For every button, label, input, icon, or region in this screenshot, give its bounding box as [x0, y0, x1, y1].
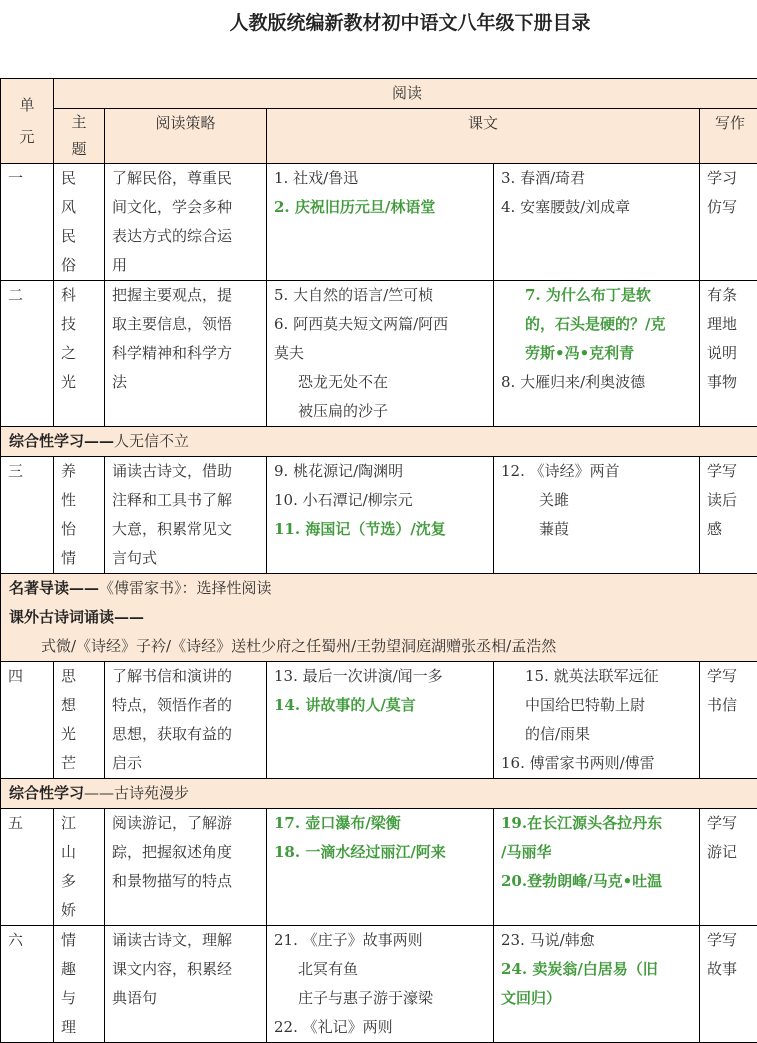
- theme-char: 理: [61, 1013, 104, 1042]
- unit-row: [1, 926, 757, 1043]
- lesson-item: 庄子与惠子游于濠梁: [274, 984, 493, 1013]
- header-row-1: [1, 79, 757, 109]
- lesson-item: 8. 大雁归来/利奥波德: [501, 368, 699, 397]
- lessons-left: [267, 164, 494, 281]
- theme-char: 怡: [61, 515, 104, 544]
- theme-char: 民: [61, 222, 104, 251]
- unit-number: 四: [1, 662, 54, 779]
- strategy-line: 踪，把握叙述角度: [112, 838, 266, 867]
- strategy-line: 了解书信和演讲的: [112, 662, 266, 691]
- lesson-item: 恐龙无处不在: [274, 368, 493, 397]
- lesson-item: 17. 壶口瀑布/梁衡: [274, 809, 493, 838]
- theme-char: 思: [61, 662, 104, 691]
- unit-number: 一: [1, 164, 54, 281]
- lesson-item: 蒹葭: [501, 515, 699, 544]
- writing-header: 写作: [700, 109, 757, 164]
- theme-char: 江: [61, 809, 104, 838]
- writing-line: 学写: [707, 662, 757, 691]
- strategy-line: 注释和工具书了解: [112, 486, 266, 515]
- theme-header: 主题: [54, 109, 105, 164]
- theme-char: 技: [61, 310, 104, 339]
- unit-row: [1, 164, 757, 281]
- lesson-item: 22. 《礼记》两则: [274, 1013, 493, 1042]
- lesson-item: 15. 就英法联军远征: [501, 662, 699, 691]
- ancient-poetry-band-cell: [1, 779, 757, 809]
- reading-header: 阅读: [54, 79, 757, 109]
- band-label: 综合性学习: [9, 784, 84, 802]
- reading-guide-cell: [1, 574, 757, 662]
- writing-line: 学写: [707, 457, 757, 486]
- writing-task: [700, 457, 757, 574]
- strategy-line: 把握主要观点，提: [112, 281, 266, 310]
- lesson-item: 被压扁的沙子: [274, 397, 493, 426]
- lesson-item: /马丽华: [501, 838, 699, 867]
- strategy-line: 典语句: [112, 984, 266, 1013]
- guide-text: 《傅雷家书》：选择性阅读: [99, 579, 272, 597]
- lesson-item: 的信/雨果: [501, 720, 699, 749]
- lessons-right: [494, 281, 700, 427]
- lesson-item: 12. 《诗经》两首: [501, 457, 699, 486]
- unit-theme: [54, 164, 105, 281]
- reading-strategy: [105, 662, 267, 779]
- writing-line: 有条: [707, 281, 757, 310]
- strategy-line: 了解民俗，尊重民: [112, 164, 266, 193]
- unit-number: 二: [1, 281, 54, 427]
- strategy-line: 思想，获取有益的: [112, 720, 266, 749]
- strategy-line: 特点，领悟作者的: [112, 691, 266, 720]
- band-text: ——古诗苑漫步: [84, 784, 189, 802]
- lessons-left: [267, 926, 494, 1043]
- lesson-item: 16. 傅雷家书两则/傅雷: [501, 749, 699, 778]
- lesson-item: 2. 庆祝旧历元旦/林语堂: [274, 193, 493, 222]
- lesson-item: 10. 小石潭记/柳宗元: [274, 486, 493, 515]
- lesson-item: 9. 桃花源记/陶渊明: [274, 457, 493, 486]
- strategy-line: 启示: [112, 749, 266, 778]
- unit-row: [1, 281, 757, 427]
- theme-char: 与: [61, 984, 104, 1013]
- comprehensive-study-band-cell: [1, 427, 757, 457]
- writing-line: 说明: [707, 339, 757, 368]
- ancient-poetry-band: [1, 779, 757, 809]
- writing-line: 读后: [707, 486, 757, 515]
- lesson-item: 20.登勃朗峰/马克•吐温: [501, 867, 699, 896]
- contents-table: [0, 78, 757, 1043]
- strategy-line: 课文内容，积累经: [112, 955, 266, 984]
- theme-char: 光: [61, 720, 104, 749]
- lesson-item: 5. 大自然的语言/竺可桢: [274, 281, 493, 310]
- unit-row: [1, 662, 757, 779]
- strategy-line: 大意，积累常见文: [112, 515, 266, 544]
- strategy-line: 言句式: [112, 544, 266, 573]
- strategy-line: 表达方式的综合运: [112, 222, 266, 251]
- writing-line: 仿写: [707, 193, 757, 222]
- strategy-line: 用: [112, 251, 266, 280]
- writing-line: 学写: [707, 809, 757, 838]
- guide-line: [9, 574, 757, 603]
- lessons-right: [494, 662, 700, 779]
- lesson-item: 13. 最后一次讲演/闻一多: [274, 662, 493, 691]
- lessons-right: [494, 457, 700, 574]
- theme-char: 情: [61, 544, 104, 573]
- lesson-item: 文回归）: [501, 984, 699, 1013]
- lessons-left: [267, 662, 494, 779]
- unit-theme: [54, 926, 105, 1043]
- lesson-item: 11. 海国记（节选）/沈复: [274, 515, 493, 544]
- lesson-item: 3. 春酒/琦君: [501, 164, 699, 193]
- lesson-item: 7. 为什么布丁是软: [501, 281, 699, 310]
- unit-theme: [54, 809, 105, 926]
- lesson-item: 关雎: [501, 486, 699, 515]
- strategy-line: 法: [112, 368, 266, 397]
- unit-number: 五: [1, 809, 54, 926]
- theme-char: 想: [61, 691, 104, 720]
- unit-number: 三: [1, 457, 54, 574]
- theme-char: 性: [61, 486, 104, 515]
- unit-row: [1, 457, 757, 574]
- theme-char: 风: [61, 193, 104, 222]
- unit-theme: [54, 662, 105, 779]
- lessons-left: [267, 809, 494, 926]
- theme-char: 芒: [61, 749, 104, 778]
- lesson-item: 19.在长江源头各拉丹东: [501, 809, 699, 838]
- lesson-item: 14. 讲故事的人/莫言: [274, 691, 493, 720]
- lessons-right: [494, 926, 700, 1043]
- writing-task: [700, 926, 757, 1043]
- lesson-item: 23. 马说/韩愈: [501, 926, 699, 955]
- band-label: 综合性学习——: [9, 432, 114, 450]
- theme-char: 之: [61, 339, 104, 368]
- lesson-item: 24. 卖炭翁/白居易（旧: [501, 955, 699, 984]
- reading-guide-band: [1, 574, 757, 662]
- theme-char: 科: [61, 281, 104, 310]
- writing-task: [700, 662, 757, 779]
- lesson-item: 6. 阿西莫夫短文两篇/阿西: [274, 310, 493, 339]
- unit-row: [1, 809, 757, 926]
- theme-char: 趣: [61, 955, 104, 984]
- strategy-line: 阅读游记，了解游: [112, 809, 266, 838]
- unit-number: 六: [1, 926, 54, 1043]
- strategy-line: 诵读古诗文，理解: [112, 926, 266, 955]
- theme-char: 情: [61, 926, 104, 955]
- unit-theme: [54, 457, 105, 574]
- writing-line: 感: [707, 515, 757, 544]
- theme-char: 民: [61, 164, 104, 193]
- writing-line: 书信: [707, 691, 757, 720]
- lesson-item: 1. 社戏/鲁迅: [274, 164, 493, 193]
- lesson-item: 莫夫: [274, 339, 493, 368]
- reading-strategy: [105, 926, 267, 1043]
- reading-strategy: [105, 809, 267, 926]
- writing-line: 游记: [707, 838, 757, 867]
- reading-strategy: [105, 457, 267, 574]
- lesson-item: 北冥有鱼: [274, 955, 493, 984]
- theme-char: 多: [61, 867, 104, 896]
- lesson-item: 的，石头是硬的？/克: [501, 310, 699, 339]
- lesson-item: 中国给巴特勒上尉: [501, 691, 699, 720]
- reading-strategy: [105, 281, 267, 427]
- unit-theme: [54, 281, 105, 427]
- strategy-line: 取主要信息，领悟: [112, 310, 266, 339]
- strategy-header: 阅读策略: [105, 109, 267, 164]
- writing-line: 事物: [707, 368, 757, 397]
- lessons-left: [267, 457, 494, 574]
- poem-label-line: 课外古诗词诵读——: [9, 603, 757, 632]
- page-title: 人教版统编新教材初中语文八年级下册目录: [0, 8, 757, 35]
- strategy-line: 和景物描写的特点: [112, 867, 266, 896]
- lesson-item: 劳斯•冯•克利青: [501, 339, 699, 368]
- theme-char: 山: [61, 838, 104, 867]
- strategy-line: 间文化，学会多种: [112, 193, 266, 222]
- lesson-item: 4. 安塞腰鼓/刘成章: [501, 193, 699, 222]
- writing-task: [700, 164, 757, 281]
- writing-task: [700, 809, 757, 926]
- band-text: 人无信不立: [114, 432, 189, 450]
- writing-line: 学写: [707, 926, 757, 955]
- writing-task: [700, 281, 757, 427]
- theme-char: 俗: [61, 251, 104, 280]
- strategy-line: 诵读古诗文，借助: [112, 457, 266, 486]
- writing-line: 学习: [707, 164, 757, 193]
- reading-strategy: [105, 164, 267, 281]
- lessons-left: [267, 281, 494, 427]
- theme-char: 养: [61, 457, 104, 486]
- texts-header: 课文: [267, 109, 700, 164]
- theme-char: 娇: [61, 896, 104, 925]
- writing-line: 故事: [707, 955, 757, 984]
- lesson-item: 18. 一滴水经过丽江/阿来: [274, 838, 493, 867]
- guide-label: 名著导读——: [9, 579, 99, 597]
- writing-line: 理地: [707, 310, 757, 339]
- strategy-line: 科学精神和科学方: [112, 339, 266, 368]
- theme-char: 光: [61, 368, 104, 397]
- header-row-2: [1, 109, 757, 164]
- unit-header: 单元: [1, 79, 54, 164]
- lessons-right: [494, 809, 700, 926]
- comprehensive-study-band: [1, 427, 757, 457]
- lesson-item: 21. 《庄子》故事两则: [274, 926, 493, 955]
- lessons-right: [494, 164, 700, 281]
- poem-list: 式微/《诗经》子衿/《诗经》送杜少府之任蜀州/王勃望洞庭湖赠张丞相/孟浩然: [9, 632, 757, 661]
